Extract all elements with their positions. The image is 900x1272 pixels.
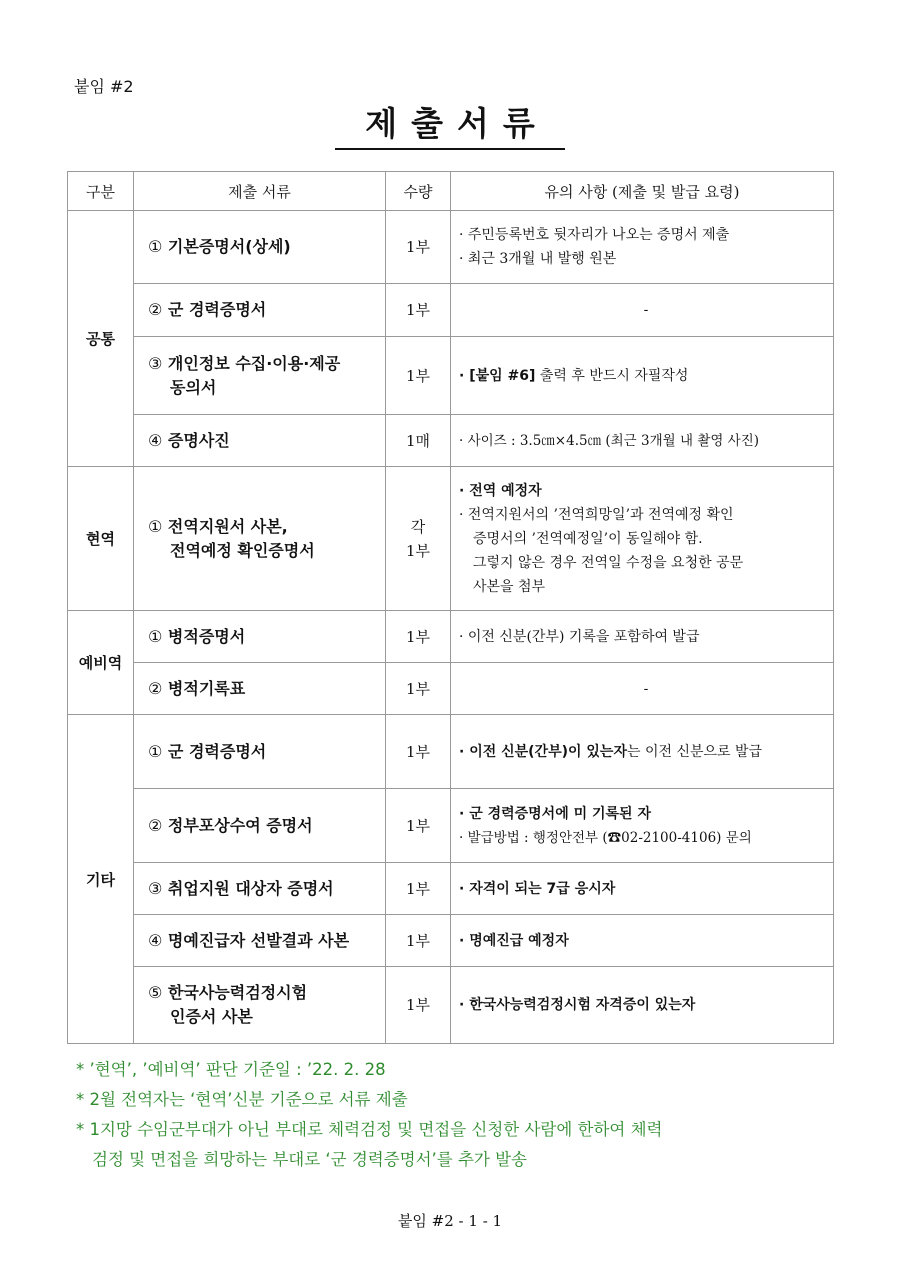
notes-cell: · 주민등록번호 뒷자리가 나오는 증명서 제출 · 최근 3개월 내 발행 원본 xyxy=(451,211,834,284)
document-cell: ① 전역지원서 사본, 전역예정 확인증명서 xyxy=(134,467,386,611)
page-title: 제출서류 xyxy=(365,104,549,143)
header-notes: 유의 사항 (제출 및 발급 요령) xyxy=(451,172,834,211)
header-quantity: 수량 xyxy=(386,172,451,211)
table-row xyxy=(68,915,834,967)
document-cell: ② 병적기록표 xyxy=(134,663,386,715)
category-other: 기타 xyxy=(68,715,134,1044)
quantity-cell: 1부 xyxy=(386,211,451,284)
notes-cell: - xyxy=(451,284,834,337)
header-category: 구분 xyxy=(68,172,134,211)
footnote: * 2월 전역자는 ‘현역’신분 기준으로 서류 제출 xyxy=(76,1090,408,1109)
quantity-cell: 1부 xyxy=(386,967,451,1044)
notes-cell: · 한국사능력검정시험 자격증이 있는자 xyxy=(451,967,834,1044)
attachment-label: 붙임 #2 xyxy=(74,77,134,96)
notes-cell: · 명예진급 예정자 xyxy=(451,915,834,967)
table-header-row xyxy=(68,172,834,211)
document-cell: ⑤ 한국사능력검정시험 인증서 사본 xyxy=(134,967,386,1044)
document-cell: ① 군 경력증명서 xyxy=(134,715,386,789)
notes-cell: · 군 경력증명서에 미 기록된 자 · 발급방법 : 행정안전부 (☎02-2100-4106) 문의 xyxy=(451,789,834,863)
notes-cell: · 이전 신분(간부)이 있는자는 이전 신분으로 발급 xyxy=(451,715,834,789)
footnote: 검정 및 면접을 희망하는 부대로 ‘군 경력증명서’를 추가 발송 xyxy=(92,1150,527,1169)
category-common: 공통 xyxy=(68,211,134,467)
notes-cell: - xyxy=(451,663,834,715)
notes-cell: · [붙임 #6] 출력 후 반드시 자필작성 xyxy=(451,337,834,415)
quantity-cell: 1부 xyxy=(386,284,451,337)
table-row xyxy=(68,967,834,1044)
header-document: 제출 서류 xyxy=(134,172,386,211)
title-underline xyxy=(335,148,565,150)
document-cell: ④ 증명사진 xyxy=(134,415,386,467)
table-row xyxy=(68,211,834,284)
table-row xyxy=(68,467,834,611)
table-row xyxy=(68,337,834,415)
quantity-cell: 1부 xyxy=(386,715,451,789)
notes-cell: · 이전 신분(간부) 기록을 포함하여 발급 xyxy=(451,611,834,663)
page-number: 붙임 #2 - 1 - 1 xyxy=(397,1212,503,1230)
document-cell: ④ 명예진급자 선발결과 사본 xyxy=(134,915,386,967)
quantity-cell: 1부 xyxy=(386,611,451,663)
document-cell: ② 정부포상수여 증명서 xyxy=(134,789,386,863)
footnote: * ’현역’, ’예비역’ 판단 기준일 : ’22. 2. 28 xyxy=(76,1060,386,1079)
document-cell: ② 군 경력증명서 xyxy=(134,284,386,337)
table-row xyxy=(68,715,834,789)
notes-cell: · 사이즈 : 3.5㎝×4.5㎝ (최근 3개월 내 촬영 사진) xyxy=(451,415,834,467)
table-row xyxy=(68,284,834,337)
table-row xyxy=(68,863,834,915)
footnotes xyxy=(76,1055,846,1175)
documents-table xyxy=(67,171,834,1044)
category-active: 현역 xyxy=(68,467,134,611)
table-row xyxy=(68,415,834,467)
document-cell: ③ 개인정보 수집·이용·제공 동의서 xyxy=(134,337,386,415)
quantity-cell: 1부 xyxy=(386,789,451,863)
notes-cell: · 자격이 되는 7급 응시자 xyxy=(451,863,834,915)
table-row xyxy=(68,663,834,715)
quantity-cell: 1부 xyxy=(386,915,451,967)
quantity-cell: 1부 xyxy=(386,663,451,715)
quantity-cell: 1부 xyxy=(386,337,451,415)
document-cell: ③ 취업지원 대상자 증명서 xyxy=(134,863,386,915)
document-cell: ① 병적증명서 xyxy=(134,611,386,663)
table-row xyxy=(68,789,834,863)
quantity-cell: 1부 xyxy=(386,863,451,915)
notes-cell: · 전역 예정자 · 전역지원서의 ’전역희망일’과 전역예정 확인 증명서의 ’전역예정일’이 동일해야 함. 그렇지 않은 경우 전역일 수정을 요청한 공문 사본을 첨부 xyxy=(451,467,834,611)
category-reserve: 예비역 xyxy=(68,611,134,715)
footnote: * 1지망 수임군부대가 아닌 부대로 체력검정 및 면접을 신청한 사람에 한하여 체력 xyxy=(76,1120,663,1139)
table-row xyxy=(68,611,834,663)
quantity-cell: 1매 xyxy=(386,415,451,467)
quantity-cell: 각 1부 xyxy=(386,467,451,611)
document-cell: ① 기본증명서(상세) xyxy=(134,211,386,284)
